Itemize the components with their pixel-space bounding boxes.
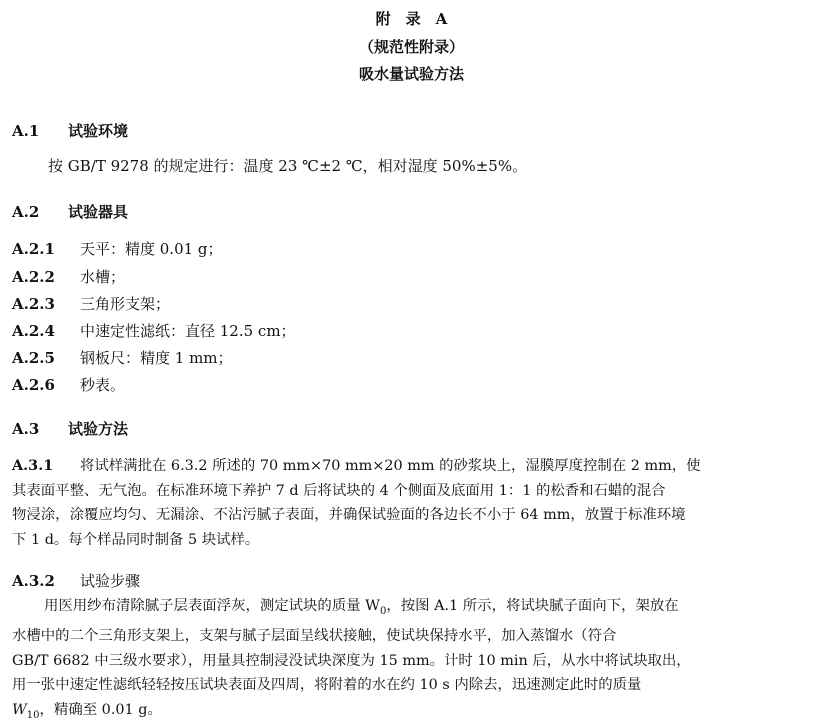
section-title: 试验器具 — [68, 203, 129, 221]
item-text: 水槽； — [80, 268, 126, 286]
section-number: A.1 — [12, 122, 40, 140]
item-number: A.3.2 — [12, 572, 55, 590]
appendix-subtitle: （规范性附录） — [358, 38, 464, 56]
section-a1-heading — [12, 120, 128, 141]
subscript: 10 — [26, 709, 40, 721]
section-title: 试验方法 — [68, 420, 129, 438]
subscript: 0 — [379, 605, 387, 617]
paragraph-line: ，按图 A.1 所示，将试块腻子面向下，架放在 — [386, 598, 679, 614]
item-text: 秒表。 — [80, 376, 126, 394]
list-item — [12, 293, 170, 314]
item-number: A.2.3 — [12, 295, 55, 313]
appendix-heading: 吸水量试验方法 — [358, 65, 464, 83]
item-text: 中速定性滤纸：直径 12.5 cm； — [80, 322, 296, 340]
section-a31-paragraph — [12, 454, 812, 552]
appendix-title: 附 录 A — [375, 10, 448, 28]
paragraph-line: ，精确至 0.01 g。 — [39, 701, 162, 718]
section-a32-paragraph — [12, 594, 812, 728]
section-title: 试验环境 — [68, 122, 129, 140]
paragraph-line: GB/T 6682 中三级水要求），用量具控制浸没试块深度为 15 mm。计时 10 min 后，从水中将试块取出， — [12, 652, 691, 669]
paragraph-line: 将试样满批在 6.3.2 所述的 70 mm×70 mm×20 mm 的砂浆块上，湿膜厚度控制在 2 mm，使 — [80, 458, 701, 474]
paragraph-line: 下 1 d。每个样品同时制备 5 块试样。 — [12, 531, 260, 548]
item-number: A.2.4 — [12, 322, 55, 340]
item-number: A.2.6 — [12, 376, 55, 394]
paragraph-line: 水槽中的二个三角形支架上，支架与腻子层面呈线状接触，使试块保持水平，加入蒸馏水（符合 — [12, 628, 617, 645]
section-number: A.2 — [12, 203, 40, 221]
item-text: 三角形支架； — [80, 295, 171, 313]
section-number: A.3 — [12, 420, 40, 438]
paragraph-line: 用医用纱布清除腻子层表面浮灰，测定试块的质量 W — [44, 598, 380, 614]
section-a2-heading — [12, 201, 128, 222]
item-number: A.3.1 — [12, 457, 54, 474]
paragraph-line: 物浸涂，涂覆应均匀、无漏涂、不沾污腻子表面，并确保试验面的各边长不小于 64 mm，放置于标准环境 — [12, 507, 686, 523]
item-number: A.2.5 — [12, 349, 55, 367]
list-item — [12, 266, 125, 287]
item-text: 天平：精度 0.01 g； — [80, 240, 223, 258]
variable-w: W — [12, 701, 27, 718]
item-text: 钢板尺：精度 1 mm； — [80, 349, 233, 367]
section-a32-heading — [12, 570, 140, 591]
list-item — [12, 238, 223, 259]
list-item — [12, 347, 233, 368]
paragraph-line: 其表面平整、无气泡。在标准环境下养护 7 d 后将试块的 4 个侧面及底面用 1：1 的松香和石蜡的混合 — [12, 482, 666, 499]
list-item — [12, 320, 296, 341]
paragraph-line: 用一张中速定性滤纸轻轻按压试块表面及四周，将附着的水在约 10 s 内除去，迅速测定此时的质量 — [12, 677, 642, 694]
list-item — [12, 374, 125, 395]
subsection-title: 试验步骤 — [80, 572, 141, 590]
item-number: A.2.2 — [12, 268, 55, 286]
item-number: A.2.1 — [12, 240, 55, 258]
section-a3-heading — [12, 418, 128, 439]
section-a1-text: 按 GB/T 9278 的规定进行：温度 23 ℃±2 ℃，相对湿度 50%±5%。 — [48, 157, 528, 175]
